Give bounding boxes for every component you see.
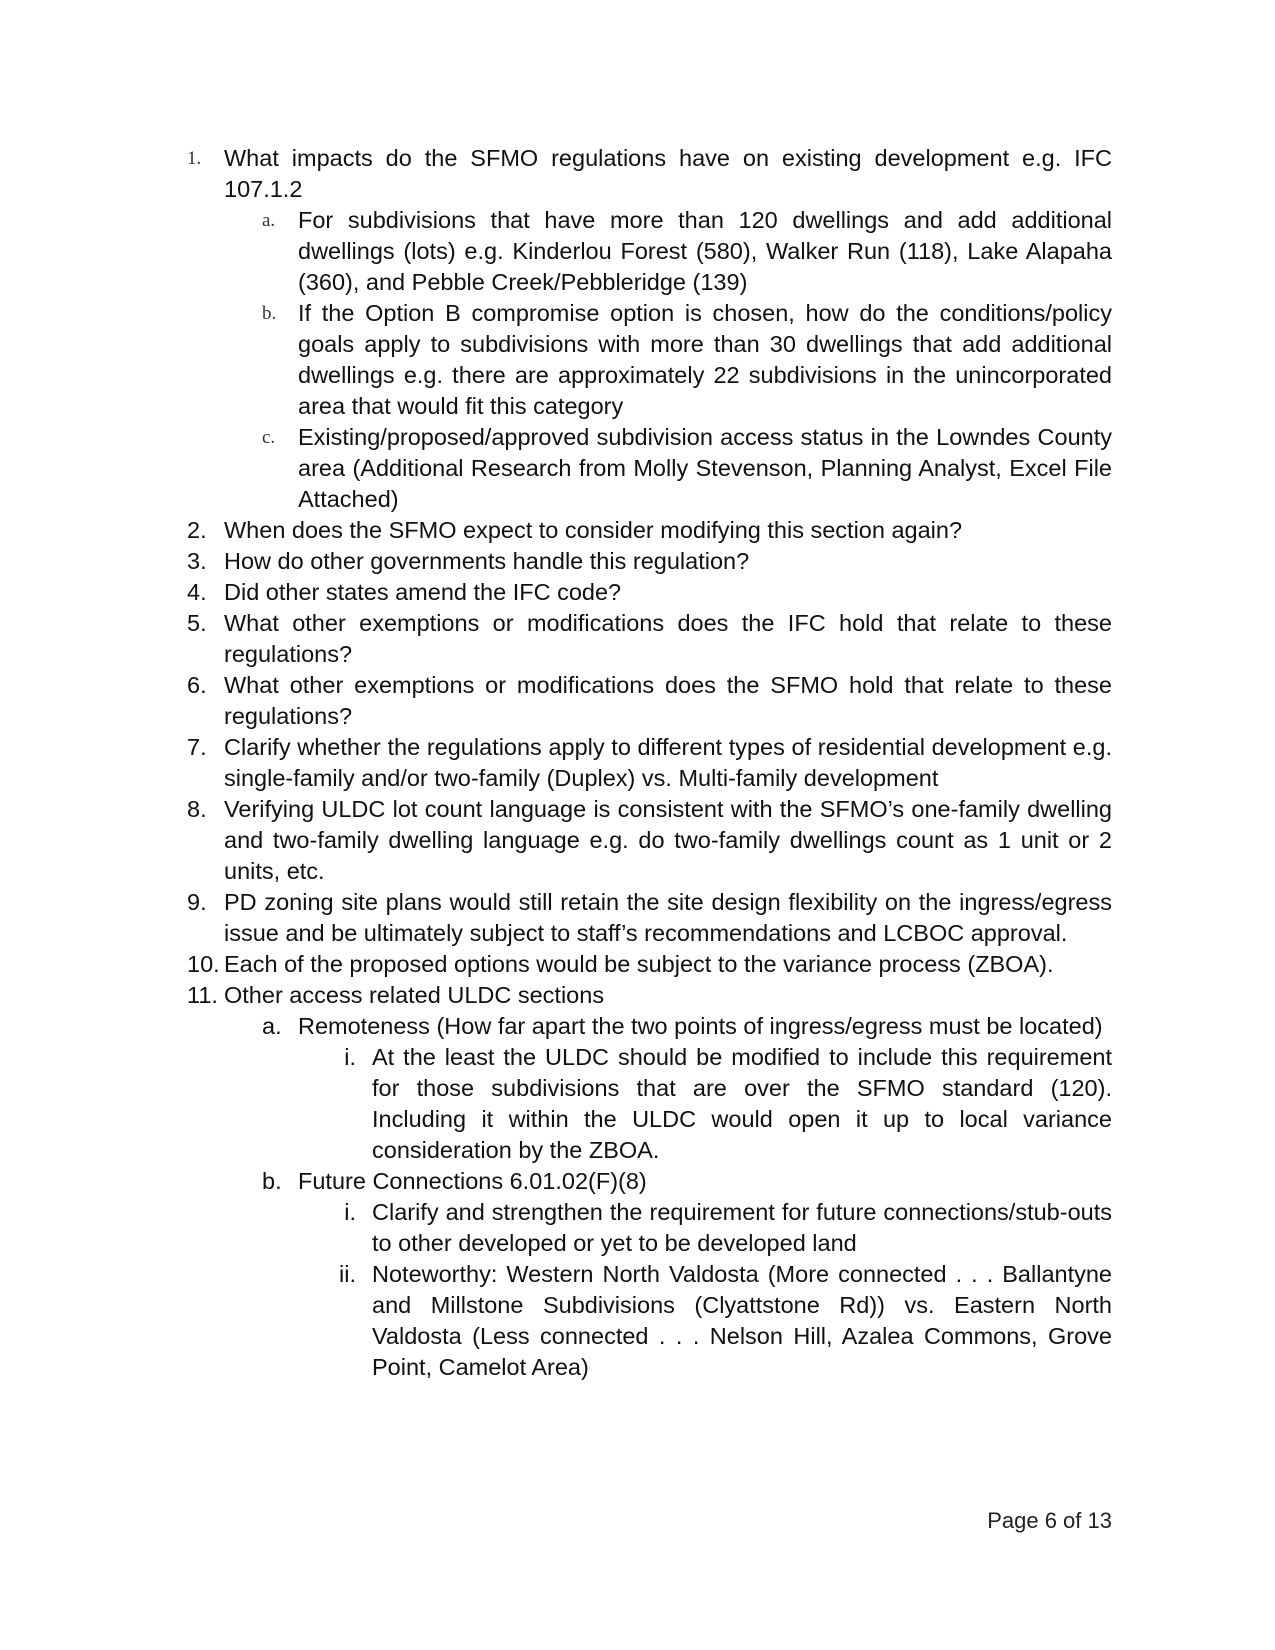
list-item-1b bbox=[262, 298, 1112, 422]
list-item-11b-i bbox=[344, 1197, 1112, 1259]
list-marker: 2. bbox=[187, 517, 207, 543]
list-marker: ii. bbox=[339, 1261, 356, 1287]
document-body bbox=[0, 143, 1275, 1383]
list-item-text: PD zoning site plans would still retain the site design flexibility on the ingress/egress issue and be ultimately subject to staff’s recommendations and LCBOC approval. bbox=[224, 889, 1112, 946]
list-marker: b. bbox=[262, 1168, 282, 1194]
list-item-text: When does the SFMO expect to consider modifying this section again? bbox=[224, 517, 963, 543]
list-marker: 8. bbox=[187, 796, 207, 822]
list-marker: 7. bbox=[187, 734, 207, 760]
list-item-1c bbox=[262, 422, 1112, 515]
list-marker: 4. bbox=[187, 579, 207, 605]
list-item-text: What impacts do the SFMO regulations have on existing development e.g. IFC 107.1.2 bbox=[224, 145, 1112, 202]
list-item-text: What other exemptions or modifications does the IFC hold that relate to these regulations? bbox=[224, 610, 1112, 667]
list-item-6 bbox=[187, 670, 1112, 732]
list-item-text: Remoteness (How far apart the two points of ingress/egress must be located) bbox=[298, 1013, 1103, 1039]
page-number: Page 6 of 13 bbox=[987, 1508, 1112, 1533]
list-item-text: How do other governments handle this regulation? bbox=[224, 548, 750, 574]
list-item-7 bbox=[187, 732, 1112, 794]
list-marker: c. bbox=[262, 427, 276, 448]
list-marker: i. bbox=[344, 1199, 356, 1225]
list-item-2 bbox=[187, 515, 1112, 546]
list-item-11b bbox=[262, 1166, 1112, 1197]
list-marker: 3. bbox=[187, 548, 207, 574]
list-item-11b-ii bbox=[339, 1259, 1112, 1383]
list-item-text: Existing/proposed/approved subdivision access status in the Lowndes County area (Additional Research from Molly Stevenson, Planning Analyst, Excel File Attached) bbox=[298, 424, 1112, 512]
list-item-10 bbox=[187, 949, 1112, 980]
list-item-text: If the Option B compromise option is chosen, how do the conditions/policy goals apply to subdivisions with more than 30 dwellings that add additional dwellings e.g. there are approximately 22 subdivisions in the unincorporated area that would fit this category bbox=[298, 300, 1112, 419]
list-item-8 bbox=[187, 794, 1112, 887]
list-item-text: Future Connections 6.01.02(F)(8) bbox=[298, 1168, 647, 1194]
list-item-11 bbox=[187, 980, 1112, 1011]
list-item-3 bbox=[187, 546, 1112, 577]
list-item-9 bbox=[187, 887, 1112, 949]
list-item-text: Noteworthy: Western North Valdosta (More connected . . . Ballantyne and Millstone Subdivisions (Clyattstone Rd)) vs. Eastern North Valdosta (Less connected . . . Nelson Hill, Azalea Commons, Grove Point, Camelot Area) bbox=[372, 1261, 1112, 1380]
list-item-4 bbox=[187, 577, 1112, 608]
list-item-text: Clarify whether the regulations apply to different types of residential development e.g. single-family and/or two-family (Duplex) vs. Multi-family development bbox=[224, 734, 1112, 791]
list-item-text: Verifying ULDC lot count language is consistent with the SFMO’s one-family dwelling and two-family dwelling language e.g. do two-family dwellings count as 1 unit or 2 units, etc. bbox=[224, 796, 1112, 884]
list-marker: 1. bbox=[187, 148, 202, 169]
list-item-text: Other access related ULDC sections bbox=[224, 982, 605, 1008]
list-item-text: Clarify and strengthen the requirement for future connections/stub-outs to other developed or yet to be developed land bbox=[372, 1199, 1112, 1256]
list-item-text: Did other states amend the IFC code? bbox=[224, 579, 622, 605]
list-marker: b. bbox=[262, 303, 277, 324]
list-item-11a bbox=[262, 1011, 1112, 1042]
list-item-text: At the least the ULDC should be modified to include this requirement for those subdivisions that are over the SFMO standard (120). Including it within the ULDC would open it up to local variance consideration by the ZBOA. bbox=[372, 1044, 1112, 1163]
list-item-1a bbox=[262, 205, 1112, 298]
list-marker: a. bbox=[262, 210, 276, 231]
list-item-text: What other exemptions or modifications does the SFMO hold that relate to these regulations? bbox=[224, 672, 1112, 729]
list-item-1 bbox=[187, 143, 1112, 205]
list-item-text: For subdivisions that have more than 120 dwellings and add additional dwellings (lots) e.g. Kinderlou Forest (580), Walker Run (118), Lake Alapaha (360), and Pebble Creek/Pebbleridge (139) bbox=[298, 207, 1112, 295]
list-item-11a-i bbox=[344, 1042, 1112, 1166]
list-item-5 bbox=[187, 608, 1112, 670]
list-marker: 5. bbox=[187, 610, 207, 636]
list-item-text: Each of the proposed options would be subject to the variance process (ZBOA). bbox=[224, 951, 1054, 977]
list-marker: i. bbox=[344, 1044, 356, 1070]
list-marker: a. bbox=[262, 1013, 282, 1039]
list-marker: 10. bbox=[187, 951, 220, 977]
list-marker: 6. bbox=[187, 672, 207, 698]
list-marker: 11. bbox=[187, 982, 218, 1008]
list-marker: 9. bbox=[187, 889, 207, 915]
